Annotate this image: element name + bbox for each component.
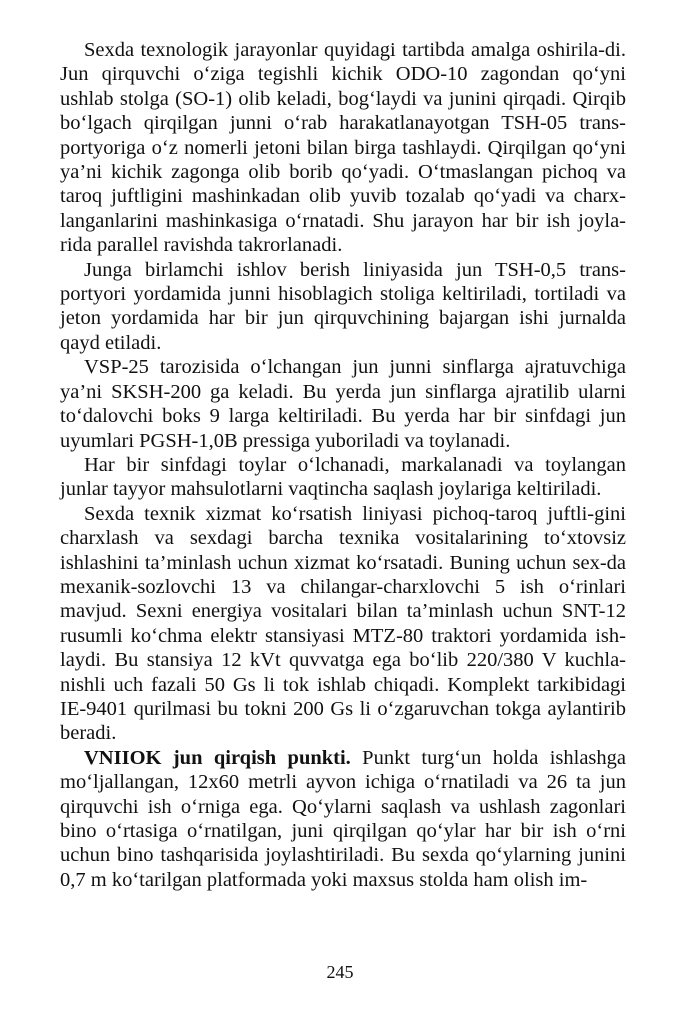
paragraph-2-text: Junga birlamchi ishlov berish liniyasida jun TSH-0,5 trans-portyori yordamida junni hisoblagich stoliga keltiriladi, tortiladi va jeton yordamida har bir jun qirquvchining bajargan ishi jurnalda qayd etiladi.: [60, 258, 626, 354]
paragraph-3: [60, 355, 626, 453]
paragraph-5: [60, 502, 626, 746]
paragraph-4: [60, 453, 626, 502]
page-body: [60, 38, 626, 892]
paragraph-4-text: Har bir sinfdagi toylar o‘lchanadi, markalanadi va toylangan junlar tayyor mahsulotlarni vaqtincha saqlash joylariga keltiriladi.: [60, 453, 626, 501]
page-number: 245: [326, 962, 354, 982]
paragraph-6: [60, 746, 626, 892]
paragraph-5-text: Sexda texnik xizmat ko‘rsatish liniyasi pichoq-taroq juftli-gini charxlash va sexdagi barcha texnika vositalarining to‘xtovsiz ishlashini ta’minlash uchun xizmat ko‘rsatadi. Buning uchun sex-da mexanik-sozlovchi 13 va chilangar-charxlovchi 5 ish o‘rinlari mavjud. Sexni energiya vositalari bilan ta’minlash uchun SNT-12 rusumli ko‘chma elektr stansiyasi MTZ-80 traktori yordamida ish-laydi. Bu stansiya 12 kVt quvvatga ega bo‘lib 220/380 V kuchla-nishli uch fazali 50 Gs li tok ishlab chiqadi. Komplekt tarkibidagi IE-9401 qurilmasi bu tokni 200 Gs li o‘zgaruvchan tokga aylantirib beradi.: [60, 502, 626, 745]
paragraph-6-lead: VNIIOK jun qirqish punkti.: [84, 746, 351, 769]
paragraph-3-text: VSP-25 tarozisida o‘lchangan jun junni sinflarga ajratuvchiga ya’ni SKSH-200 ga keladi. Bu yerda jun sinflarga ajratilib ularni to‘dalovchi boks 9 larga keltiriladi. Bu yerda har bir sinfdagi jun uyumlari PGSH-1,0B pressiga yuboriladi va toylanadi.: [60, 356, 626, 452]
paragraph-1: [60, 38, 626, 258]
paragraph-6-text: Punkt turg‘un holda ishlashga mo‘ljallangan, 12x60 metrli ayvon ichiga o‘rnatiladi va 26 ta jun qirquvchi ish o‘rniga ega. Qo‘ylarni saqlash va ushlash zagonlari bino o‘rtasiga o‘rnatilgan, juni qirqilgan qo‘ylar har bir ish o‘rni uchun bino tashqarisida joylashtiriladi. Bu sexda qo‘ylarning junini 0,7 m ko‘tarilgan platformada yoki maxsus stolda ham olish im-: [60, 746, 626, 891]
paragraph-1-text: Sexda texnologik jarayonlar quyidagi tartibda amalga oshirila-di. Jun qirquvchi o‘ziga tegishli kichik ODO-10 zagondan qo‘yni ushlab stolga (SO-1) olib keladi, bog‘laydi va junini qirqadi. Qirqib bo‘lgach qirqilgan junni o‘rab harakatlanayotgan TSH-05 trans-portyoriga o‘z nomerli jetoni bilan birga tashlaydi. Qirqilgan qo‘yni ya’ni kichik zagonga olib borib qo‘yadi. O‘tmaslangan pichoq va taroq juftligini mashinkadan olib yuvib tozalab qo‘yadi va charx-langanlarini mashinkasiga o‘rnatadi. Shu jarayon har bir ish joyla-rida parallel ravishda takrorlanadi.: [60, 39, 626, 257]
paragraph-2: [60, 258, 626, 356]
